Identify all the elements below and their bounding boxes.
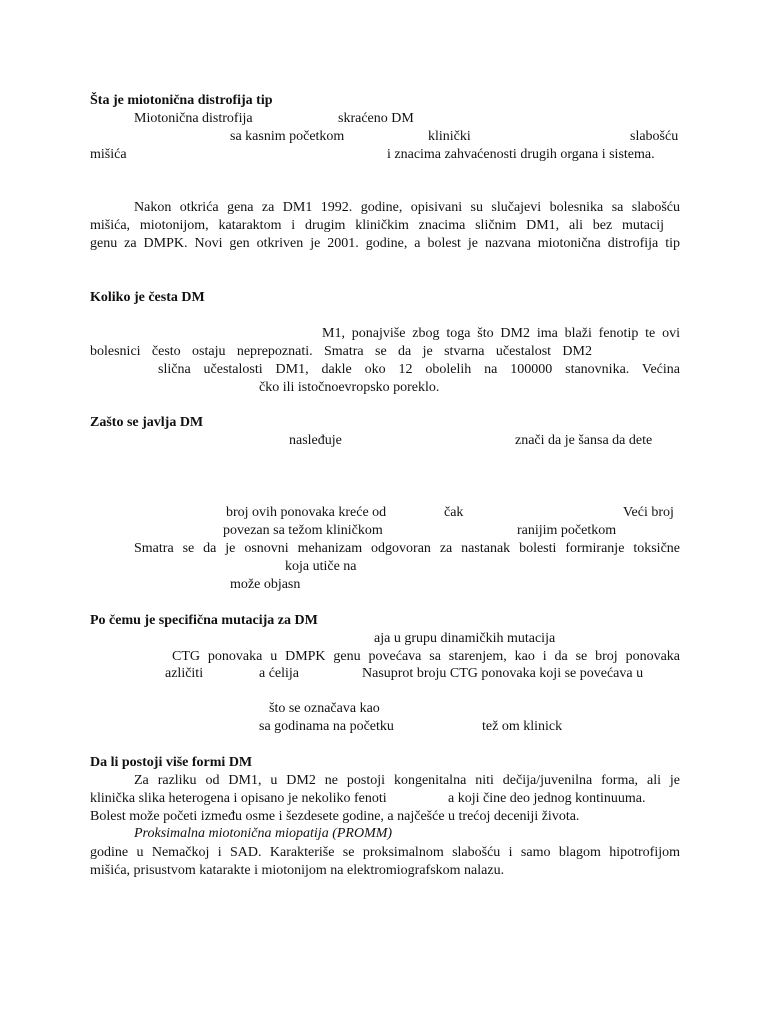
- text-line: godine u Nemačkoj i SAD. Karakteriše se proksimalnom slabošću i samo blagom hipotrofijom: [90, 845, 680, 860]
- text-line: bolesnici često ostaju neprepoznati. Smatra se da je stvarna učestalost DM2: [90, 344, 592, 359]
- text-line: CTG ponovaka u DMPK genu povećava sa starenjem, kao i da se broj ponovaka: [172, 649, 680, 664]
- text-line-italic: Proksimalna miotonična miopatija (PROMM): [134, 826, 393, 841]
- heading-forms-of-dm: Da li postoji više formi DM: [90, 755, 253, 770]
- text-line: Miotonična distrofija: [134, 111, 253, 126]
- text-line: mišića, miotonijom, kataraktom i drugim kliničkim znacima sličnim DM1, ali bez mutacij: [90, 218, 664, 233]
- text-line: klinički: [428, 129, 471, 144]
- text-line: Veći broj: [623, 505, 674, 520]
- heading-what-is-dm: Šta je miotonična distrofija tip: [90, 93, 273, 108]
- text-line: klinička slika heterogena i opisano je nekoliko fenoti: [90, 791, 387, 806]
- text-line: sa kasnim početkom: [230, 129, 345, 144]
- text-line: slabošću: [630, 129, 679, 144]
- heading-specific-mutation: Po čemu je specifična mutacija za DM: [90, 613, 318, 628]
- text-line: nasleđuje: [289, 433, 342, 448]
- text-line: genu za DMPK. Novi gen otkriven je 2001. godine, a bolest je nazvana miotonična distrofija tip: [90, 236, 680, 251]
- text-line: Bolest može početi između osme i šezdesete godine, a najčešće u trećoj deceniji života.: [90, 809, 580, 824]
- text-line: i znacima zahvaćenosti drugih organa i sistema.: [387, 147, 655, 162]
- text-line: koja utiče na: [285, 559, 357, 574]
- text-line: ranijim početkom: [517, 523, 617, 538]
- text-line: broj ovih ponovaka kreće od: [226, 505, 387, 520]
- text-line: što se označava kao: [269, 701, 380, 716]
- text-line: M1, ponajviše zbog toga što DM2 ima blaži fenotip te ovi: [322, 326, 680, 341]
- text-line: skraćeno DM: [338, 111, 414, 126]
- text-line: čko ili istočnoevropsko poreklo.: [259, 380, 440, 395]
- text-line: tež om klinick: [482, 719, 563, 734]
- text-line: slična učestalosti DM1, dakle oko 12 obolelih na 100000 stanovnika. Većina: [158, 362, 680, 377]
- text-line: znači da je šansa da dete: [515, 433, 653, 448]
- text-line: Nakon otkrića gena za DM1 1992. godine, opisivani su slučajevi bolesnika sa slabošću: [134, 200, 680, 215]
- text-line: aja u grupu dinamičkih mutacija: [374, 631, 556, 646]
- text-line: Nasuprot broju CTG ponovaka koji se povećava u: [362, 666, 644, 681]
- text-line: Smatra se da je osnovni mehanizam odgovoran za nastanak bolesti formiranje toksične: [134, 541, 680, 556]
- text-line: čak: [444, 505, 464, 520]
- text-line: sa godinama na početku: [259, 719, 394, 734]
- text-line: povezan sa težom kliničkom: [223, 523, 383, 538]
- heading-how-common: Koliko je česta DM: [90, 290, 205, 305]
- text-line: a koji čine deo jednog kontinuuma.: [448, 791, 646, 806]
- text-line: mišića: [90, 147, 127, 162]
- heading-why-dm: Zašto se javlja DM: [90, 415, 204, 430]
- text-line: a ćelija: [259, 666, 300, 681]
- text-line: azličiti: [165, 666, 204, 681]
- text-line: Za razliku od DM1, u DM2 ne postoji kongenitalna niti dečija/juvenilna forma, ali je: [134, 773, 680, 788]
- text-line: mišića, prisustvom katarakte i miotonijom na elektromiografskom nalazu.: [90, 863, 505, 878]
- text-line: može objasn: [230, 577, 301, 592]
